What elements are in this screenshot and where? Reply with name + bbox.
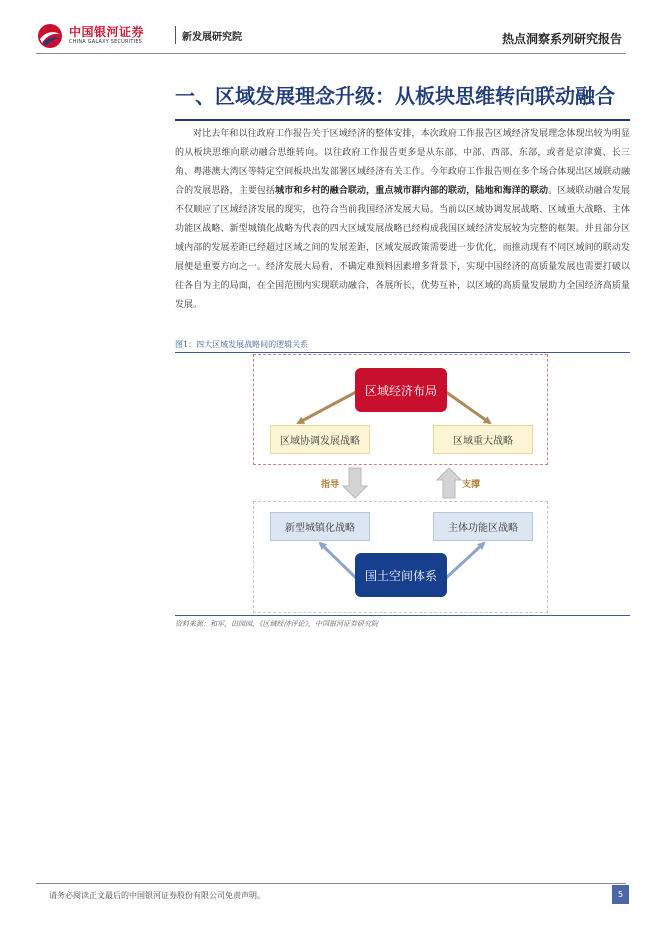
body-bold-text: 城市和乡村的融合联动，重点城市群内部的联动，陆地和海洋的联动 bbox=[275, 186, 549, 196]
node-territorial-space: 国土空间体系 bbox=[355, 553, 447, 597]
galaxy-logo-icon bbox=[36, 22, 64, 50]
guide-down-arrow bbox=[343, 468, 367, 498]
node-major-strategy: 区域重大战略 bbox=[433, 425, 533, 454]
node-regional-layout: 区域经济布局 bbox=[355, 368, 447, 412]
support-up-arrow bbox=[437, 468, 461, 498]
figure-bottom-rule bbox=[175, 615, 630, 616]
node-coordinated-development: 区域协调发展战略 bbox=[270, 425, 370, 454]
footer-rule bbox=[36, 883, 626, 884]
figure-source: 资料来源：和军，田园园，《区域经济评论》，中国银河证券研究院 bbox=[175, 620, 378, 628]
section-title-rule bbox=[175, 119, 630, 121]
figure-caption: 图1：四大区域发展战略间的逻辑关系 bbox=[175, 340, 309, 349]
institute-name: 新发展研究院 bbox=[182, 32, 242, 43]
node-new-urbanization: 新型城镇化战略 bbox=[270, 512, 370, 541]
brand-name: 中国银河证券 bbox=[69, 25, 145, 39]
label-support: 支撑 bbox=[462, 480, 481, 490]
node-functional-zone: 主体功能区战略 bbox=[433, 512, 533, 541]
footer-disclaimer: 请务必阅读正文最后的中国银河证券股份有限公司免责声明。 bbox=[49, 891, 265, 900]
body-text-part-1: 对比去年和以往政府工作报告关于区域经济的整体安排，本次政府工作报告区域经济发展理念体现出较为明显的从板块思维向联动融合思维转向。以往政府工作报告更多是从东部、中部、西部、东部，或者是京津冀、长三角、粤港澳大湾区等特定空间板块出发部署区域经济有关工作。今年政府工作报告则在多个场合体现出区域联动融合的发展思路，主要包括 bbox=[175, 129, 630, 196]
header-rule bbox=[36, 53, 626, 54]
logo-divider bbox=[175, 26, 176, 44]
body-text-part-2: 。区域联动融合发展不仅顺应了区域经济发展的现实，也符合当前我国经济发展大局。当前以区域协调发展战略、区域重大战略、主体功能区战略、新型城镇化战略为代表的四大区域发展战略已经构成我国区域经济发展较为完整的框架。并且部分区域内部的发展差距已经超过区域之间的发展差距，区域发展政策需要进一步优化，而推动现有不同区域间的联动发展便是重要方向之一。经济发展大局看，不确定难预料因素增多背景下，实现中国经济的高质量发展也需要打破以往各自为主的局面，在全国范围内实现联动融合，各展所长，优势互补，以区域的高质量发展助力全国经济高质量发展。 bbox=[175, 186, 630, 310]
company-logo bbox=[36, 22, 242, 52]
label-guide: 指导 bbox=[321, 480, 340, 490]
section-title: 一、区域发展理念升级：从板块思维转向联动融合 bbox=[175, 84, 615, 108]
body-paragraph bbox=[175, 125, 630, 315]
figure-top-rule bbox=[175, 352, 630, 353]
page-number: 5 bbox=[612, 885, 629, 904]
brand-name-en: CHINA GALAXY SECURITIES bbox=[69, 39, 143, 45]
report-series-title: 热点洞察系列研究报告 bbox=[501, 32, 622, 46]
